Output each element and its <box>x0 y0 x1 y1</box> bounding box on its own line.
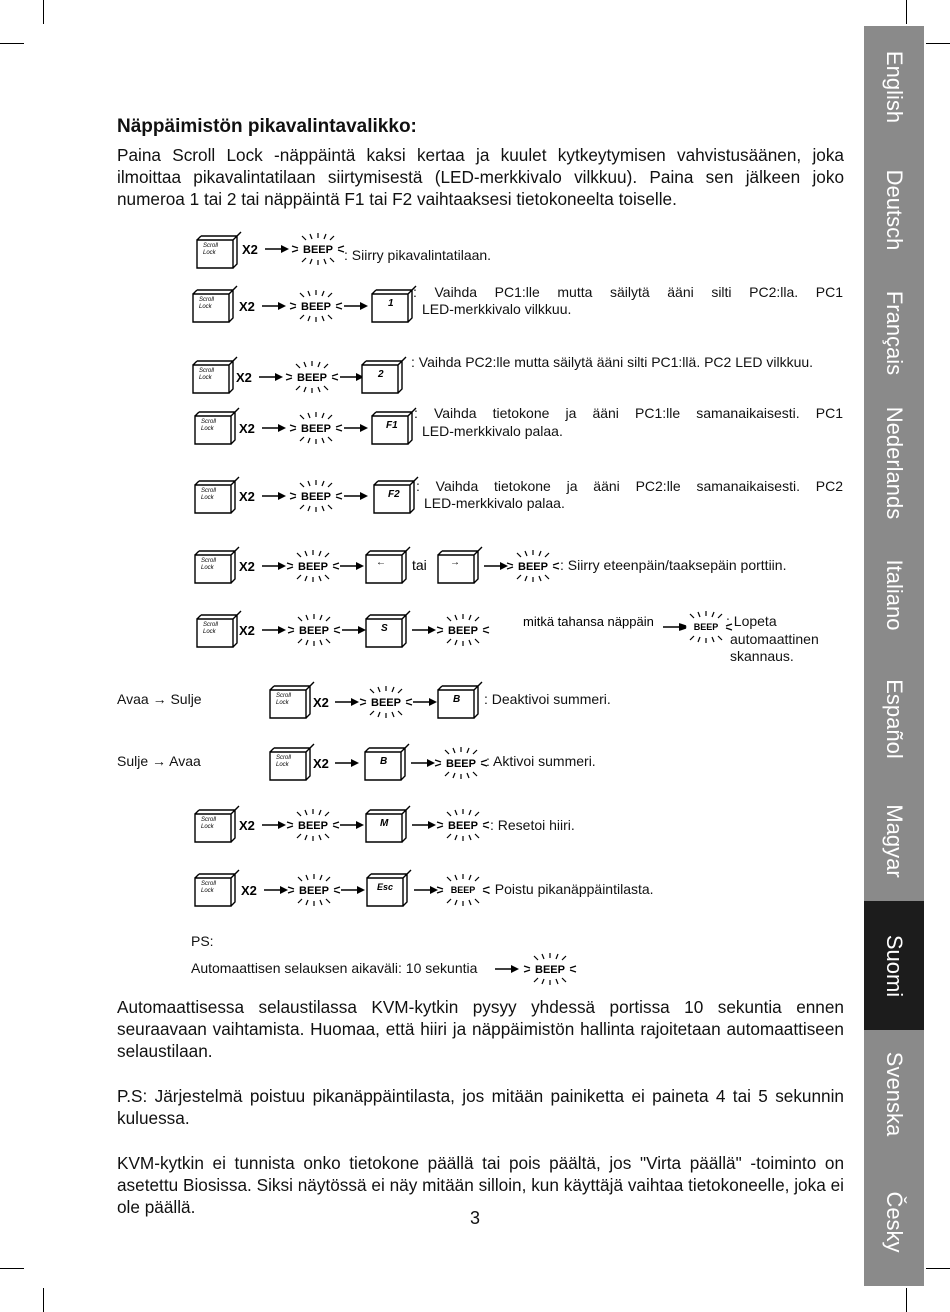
shortcut-row-buzzer-off <box>0 678 860 738</box>
tab-italiano[interactable]: Italiano <box>882 559 907 630</box>
scroll-lock-key-icon <box>195 870 239 906</box>
row-description: : Vaihda tietokone ja ääni PC1:lle samanaikaisesti. PC1 <box>414 405 843 421</box>
svg-text:BEEP: BEEP <box>297 372 327 384</box>
beep-icon <box>507 550 559 582</box>
svg-text:B: B <box>453 694 461 705</box>
svg-text:X2: X2 <box>313 695 329 710</box>
svg-text:X2: X2 <box>236 370 252 385</box>
crop-mark <box>43 0 44 24</box>
svg-text:Scroll: Scroll <box>276 755 292 761</box>
svg-text:F2: F2 <box>388 489 400 500</box>
svg-text:BEEP: BEEP <box>448 625 478 637</box>
beep-icon <box>288 874 340 906</box>
beep-icon <box>360 686 412 718</box>
svg-text:2: 2 <box>378 369 384 380</box>
row-description-cont: LED-merkkivalo palaa. <box>422 423 563 439</box>
svg-text:X2: X2 <box>239 818 255 833</box>
svg-text:Lock: Lock <box>203 629 216 635</box>
svg-text:M: M <box>380 818 389 829</box>
any-key-label: mitkä tahansa näppäin <box>523 614 654 629</box>
arrow-icon <box>340 821 364 829</box>
svg-text:Scroll: Scroll <box>201 558 217 564</box>
paragraph-bios: KVM-kytkin ei tunnista onko tietokone päällä tai pois päältä, jos "Virta päällä" -toiminto on asetettu Biosissa. Siksi näytössä ei näy mitään silloin, kun käyttäjä vaihtaa tietokoneelle, joka ei ole päällä. <box>117 1153 844 1217</box>
beep-icon <box>680 611 732 643</box>
svg-text:Lock: Lock <box>276 700 289 706</box>
svg-text:S: S <box>381 623 388 634</box>
row-description: : Aktivoi summeri. <box>486 753 596 769</box>
arrow-icon <box>413 698 437 706</box>
side-label-close-open: Sulje → Avaa <box>117 753 201 769</box>
language-tabs <box>864 26 924 1286</box>
arrow-icon <box>412 821 436 829</box>
crop-mark <box>926 1268 950 1269</box>
scroll-lock-key-icon <box>193 286 237 322</box>
svg-text:Scroll: Scroll <box>201 419 217 425</box>
tab-english[interactable]: English <box>882 50 907 124</box>
beep-icon <box>290 412 342 444</box>
svg-text:Scroll: Scroll <box>276 693 292 699</box>
shortcut-row-exit <box>0 866 860 926</box>
key-f2-icon <box>374 477 418 513</box>
scroll-lock-key-icon <box>270 682 314 718</box>
arrow-icon: → <box>152 691 167 707</box>
svg-text:Lock: Lock <box>203 250 216 256</box>
paragraph-autoscan: Automaattisessa selaustilassa KVM-kytkin pysyy yhdessä portissa 10 sekuntia ennen seuraavaan vaihtamista. Huomaa, että hiiri ja näppäimistön hallinta rajoitetaan automaattiseen selaustilaan. <box>117 997 844 1061</box>
ps-label: PS: <box>191 933 214 949</box>
svg-text:BEEP: BEEP <box>450 885 476 895</box>
row-description: : Vaihda PC1:lle mutta säilytä ääni silti PC2:lla. PC1 <box>413 284 843 300</box>
svg-text:BEEP: BEEP <box>518 561 548 573</box>
crop-mark <box>0 1268 24 1269</box>
shortcut-row-autoscan <box>0 607 860 669</box>
arrow-icon <box>335 759 359 767</box>
arrow-icon <box>264 886 288 894</box>
crop-mark <box>0 43 24 44</box>
svg-text:Lock: Lock <box>201 824 214 830</box>
svg-text:→: → <box>450 557 460 568</box>
row-description: : Vaihda tietokone ja ääni PC2:lle samanaikaisesti. PC2 <box>416 478 843 494</box>
page-number: 3 <box>470 1208 481 1228</box>
svg-text:Lock: Lock <box>199 375 212 381</box>
row-description: : Poistu pikanäppäintilasta. <box>487 881 654 897</box>
arrow-icon <box>262 626 286 634</box>
tab-suomi[interactable]: Suomi <box>864 901 924 1030</box>
row-description-cont: LED-merkkivalo palaa. <box>424 495 565 511</box>
arrow-icon <box>344 302 368 310</box>
section-heading: Näppäimistön pikavalintavalikko: <box>117 116 417 137</box>
side-label-open-close: Avaa → Sulje <box>117 691 202 707</box>
key-f1-icon <box>372 408 416 444</box>
tab-deutsch[interactable]: Deutsch <box>882 169 907 250</box>
svg-text:X2: X2 <box>239 623 255 638</box>
arrow-icon <box>262 492 286 500</box>
shortcut-row-buzzer-on <box>0 740 860 800</box>
svg-text:BEEP: BEEP <box>299 885 329 897</box>
shortcut-row-f2 <box>0 473 860 533</box>
arrow-icon <box>259 373 283 381</box>
svg-text:Scroll: Scroll <box>203 622 219 628</box>
left-arrow-key-icon <box>366 547 410 583</box>
svg-text:BEEP: BEEP <box>693 622 719 632</box>
shortcut-row-f1 <box>0 404 860 464</box>
row-description: : Vaihda PC2:lle mutta säilytä ääni silti PC1:llä. PC2 LED vilkkuu. <box>411 354 814 370</box>
svg-text:BEEP: BEEP <box>446 758 476 770</box>
crop-mark <box>906 0 907 24</box>
key-b-icon <box>438 682 482 718</box>
svg-text:BEEP: BEEP <box>301 423 331 435</box>
arrow-icon <box>342 626 366 634</box>
beep-icon <box>437 809 489 841</box>
tab-nederlands[interactable]: Nederlands <box>882 406 907 520</box>
arrow-icon <box>663 623 687 631</box>
svg-text:X2: X2 <box>313 756 329 771</box>
svg-text:BEEP: BEEP <box>299 625 329 637</box>
tab-francais[interactable]: Français <box>882 290 907 375</box>
svg-text:BEEP: BEEP <box>301 301 331 313</box>
arrow-icon <box>344 492 368 500</box>
row-description: : Siirry eteenpäin/taaksepäin porttiin. <box>560 557 787 573</box>
row-description-cont: automaattinen <box>730 631 819 647</box>
svg-text:X2: X2 <box>239 299 255 314</box>
beep-icon <box>286 361 338 393</box>
svg-text:1: 1 <box>388 298 394 309</box>
shortcut-row-ports <box>0 543 860 603</box>
scroll-lock-key-icon <box>197 232 241 268</box>
scroll-lock-key-icon <box>195 477 239 513</box>
arrow-icon <box>344 424 368 432</box>
svg-text:X2: X2 <box>239 489 255 504</box>
arrow-icon <box>265 245 289 253</box>
svg-text:BEEP: BEEP <box>535 964 565 976</box>
arrow-icon <box>340 373 364 381</box>
svg-text:X2: X2 <box>239 421 255 436</box>
arrow-icon <box>495 965 519 973</box>
arrow-icon <box>411 759 435 767</box>
intro-paragraph: Paina Scroll Lock -näppäintä kaksi kertaa ja kuulet kytkeytymisen vahvistusäänen, joka ilmoittaa pikavalintatilaan siirtymisestä (LED-merkkivalo vilkkuu). Paina sen jälkeen joko numeroa 1 tai 2 tai näppäintä F1 tai F2 vaihtaaksesi tietokoneelta toiselle. <box>117 145 844 209</box>
svg-text:X2: X2 <box>239 559 255 574</box>
shortcut-row-pc1 <box>0 282 860 342</box>
arrow-icon <box>262 562 286 570</box>
tab-espanol[interactable]: Español <box>882 679 907 759</box>
svg-text:X2: X2 <box>241 883 257 898</box>
tab-cesky[interactable]: Česky <box>882 1190 907 1253</box>
scroll-lock-key-icon <box>193 357 237 393</box>
beep-icon <box>435 747 487 779</box>
row-description-cont: skannaus. <box>730 648 794 664</box>
scroll-lock-key-icon <box>197 611 241 647</box>
svg-text:Scroll: Scroll <box>201 817 217 823</box>
beep-icon <box>437 874 489 906</box>
arrow-icon <box>484 562 508 570</box>
svg-text:BEEP: BEEP <box>298 561 328 573</box>
scroll-lock-key-icon <box>195 806 239 842</box>
svg-text:Lock: Lock <box>276 762 289 768</box>
svg-text:BEEP: BEEP <box>298 820 328 832</box>
svg-text:Scroll: Scroll <box>201 488 217 494</box>
crop-mark <box>926 43 950 44</box>
svg-text:B: B <box>380 756 388 767</box>
svg-text:BEEP: BEEP <box>301 491 331 503</box>
tab-magyar[interactable]: Magyar <box>882 804 907 878</box>
right-arrow-key-icon <box>438 547 482 583</box>
beep-icon <box>290 290 342 322</box>
svg-text:Lock: Lock <box>201 426 214 432</box>
key-b-icon <box>365 744 409 780</box>
beep-icon <box>288 614 340 646</box>
beep-icon <box>287 809 339 841</box>
or-label: tai <box>412 557 427 573</box>
svg-text:Scroll: Scroll <box>203 243 219 249</box>
arrow-icon <box>414 886 438 894</box>
scroll-lock-key-icon <box>195 408 239 444</box>
key-m-icon <box>366 806 410 842</box>
scroll-lock-key-icon <box>195 547 239 583</box>
svg-text:BEEP: BEEP <box>448 820 478 832</box>
paragraph-ps: P.S: Järjestelmä poistuu pikanäppäintilasta, jos mitään painiketta ei paineta 4 tai 5 sekunnin kuluessa. <box>117 1086 844 1128</box>
arrow-icon <box>262 821 286 829</box>
key-2-icon <box>362 357 406 393</box>
tab-svenska[interactable]: Svenska <box>882 1051 907 1136</box>
x2-label: X2 <box>242 242 258 257</box>
arrow-icon <box>340 562 364 570</box>
svg-text:Scroll: Scroll <box>199 368 215 374</box>
shortcut-row-reset-mouse <box>0 802 860 862</box>
row-description: : Deaktivoi summeri. <box>484 691 611 707</box>
svg-text:Lock: Lock <box>201 495 214 501</box>
ps-beep-graphic <box>495 950 605 990</box>
arrow-icon <box>335 698 359 706</box>
beep-icon <box>290 480 342 512</box>
beep-icon <box>437 614 489 646</box>
key-1-icon <box>372 286 416 322</box>
crop-mark <box>43 1288 44 1312</box>
arrow-icon: → <box>152 753 167 769</box>
arrow-icon <box>262 424 286 432</box>
row-description: : Resetoi hiiri. <box>490 817 575 833</box>
ps-interval: Automaattisen selauksen aikaväli: 10 sekuntia <box>191 960 478 976</box>
svg-text:←: ← <box>376 557 386 568</box>
beep-icon <box>287 550 339 582</box>
svg-text:BEEP: BEEP <box>371 697 401 709</box>
arrow-icon <box>412 626 436 634</box>
svg-text:Lock: Lock <box>201 888 214 894</box>
arrow-icon <box>262 302 286 310</box>
svg-text:Esc: Esc <box>377 882 394 892</box>
key-s-icon <box>366 611 410 647</box>
key-esc-icon <box>367 870 411 906</box>
svg-text:Scroll: Scroll <box>199 297 215 303</box>
row-description-cont: LED-merkkivalo vilkkuu. <box>422 301 572 317</box>
svg-text:Lock: Lock <box>199 304 212 310</box>
svg-text:F1: F1 <box>386 420 398 431</box>
svg-text:Scroll: Scroll <box>201 881 217 887</box>
beep-icon <box>292 233 344 265</box>
row-description: : Lopeta <box>726 613 777 629</box>
beep-icon <box>524 953 576 985</box>
svg-text:BEEP: BEEP <box>303 244 333 256</box>
crop-mark <box>906 1288 907 1312</box>
svg-text:Lock: Lock <box>201 565 214 571</box>
scroll-lock-key-icon <box>270 744 314 780</box>
shortcut-row-enter <box>0 228 860 288</box>
row-description: : Siirry pikavalintatilaan. <box>344 247 492 263</box>
arrow-icon <box>341 886 365 894</box>
